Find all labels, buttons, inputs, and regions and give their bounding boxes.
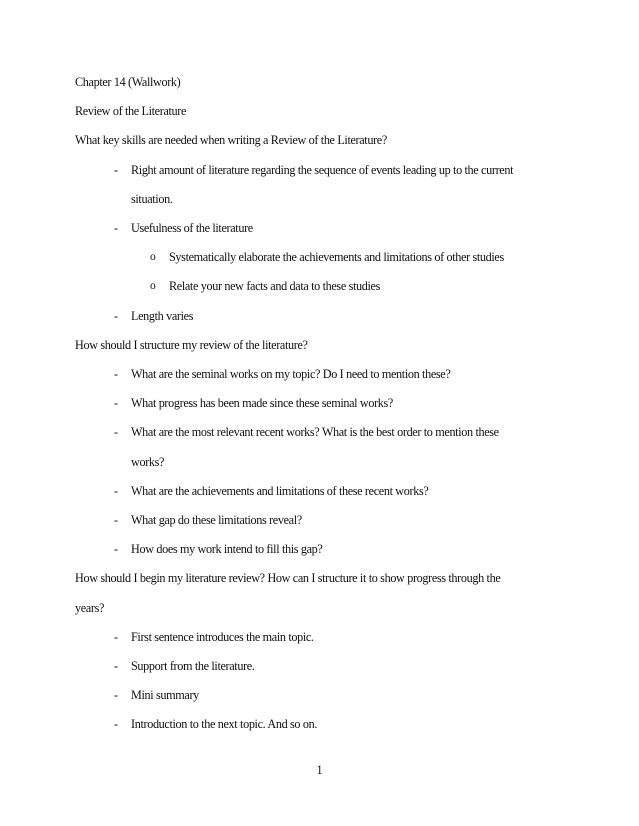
heading-line — [0, 103, 639, 119]
line-text: Review of the Literature — [75, 104, 187, 119]
bullet-item — [0, 366, 639, 382]
bullet-text: works? — [131, 454, 165, 469]
dash-bullet-marker: - — [114, 688, 118, 703]
dash-bullet-marker: - — [114, 367, 118, 381]
dash-bullet-marker: - — [114, 513, 118, 527]
bullet-text: Length varies — [131, 308, 194, 323]
bullet-item — [0, 162, 639, 178]
dash-bullet-marker: - — [114, 717, 118, 732]
sub-bullet-item — [0, 249, 639, 265]
line-text: How should I begin my literature review? How can I structure it to show progress through the — [75, 571, 501, 586]
bullet-text: Introduction to the next topic. And so on. — [131, 717, 318, 732]
bullet-text: Right amount of literature regarding the sequence of events leading up to the current — [131, 162, 514, 177]
bullet-text: What are the seminal works on my topic? Do I need to mention these? — [131, 367, 451, 381]
bullet-text: Usefulness of the literature — [131, 221, 253, 235]
paragraph-line — [0, 337, 639, 353]
bullet-text: What are the most relevant recent works? What is the best order to mention these — [131, 425, 499, 440]
sub-bullet-item — [0, 278, 639, 294]
dash-bullet-marker: - — [114, 162, 118, 177]
paragraph-line — [0, 600, 639, 616]
bullet-text: What gap do these limitations reveal? — [131, 513, 302, 527]
line-text: Chapter 14 (Wallwork) — [75, 75, 181, 89]
dash-bullet-marker: - — [114, 542, 118, 557]
bullet-item — [0, 687, 639, 703]
dash-bullet-marker: - — [114, 659, 118, 673]
line-text: years? — [75, 600, 105, 615]
bullet-item — [0, 395, 639, 411]
bullet-item — [0, 629, 639, 645]
paragraph-line — [0, 570, 639, 586]
dash-bullet-marker: - — [114, 308, 118, 323]
bullet-item — [0, 512, 639, 528]
bullet-item — [0, 308, 639, 324]
bullet-item — [0, 483, 639, 499]
bullet-item — [0, 220, 639, 236]
circle-bullet-marker: o — [150, 280, 156, 293]
bullet-item — [0, 716, 639, 732]
dash-bullet-marker: - — [114, 425, 118, 440]
bullet-continuation — [0, 454, 639, 470]
page-number: 1 — [316, 763, 323, 777]
bullet-text: What progress has been made since these seminal works? — [131, 396, 393, 411]
bullet-text: What are the achievements and limitations of these recent works? — [131, 483, 429, 498]
line-text: What key skills are needed when writing a Review of the Literature? — [75, 133, 387, 148]
paragraph-line — [0, 132, 639, 148]
sub-bullet-text: Relate your new facts and data to these studies — [169, 279, 380, 294]
bullet-text: Support from the literature. — [131, 659, 255, 673]
bullet-item — [0, 658, 639, 674]
bullet-text: First sentence introduces the main topic. — [131, 629, 314, 644]
bullet-text: situation. — [131, 191, 173, 206]
heading-line — [0, 74, 639, 90]
dash-bullet-marker: - — [114, 629, 118, 644]
line-text: How should I structure my review of the literature? — [75, 337, 308, 352]
bullet-text: How does my work intend to fill this gap? — [131, 542, 323, 557]
bullet-continuation — [0, 191, 639, 207]
bullet-item — [0, 541, 639, 557]
dash-bullet-marker: - — [114, 483, 118, 498]
bullet-text: Mini summary — [131, 688, 199, 703]
circle-bullet-marker: o — [150, 251, 156, 264]
bullet-item — [0, 424, 639, 440]
dash-bullet-marker: - — [114, 221, 118, 235]
sub-bullet-text: Systematically elaborate the achievements and limitations of other studies — [169, 250, 504, 265]
dash-bullet-marker: - — [114, 396, 118, 411]
